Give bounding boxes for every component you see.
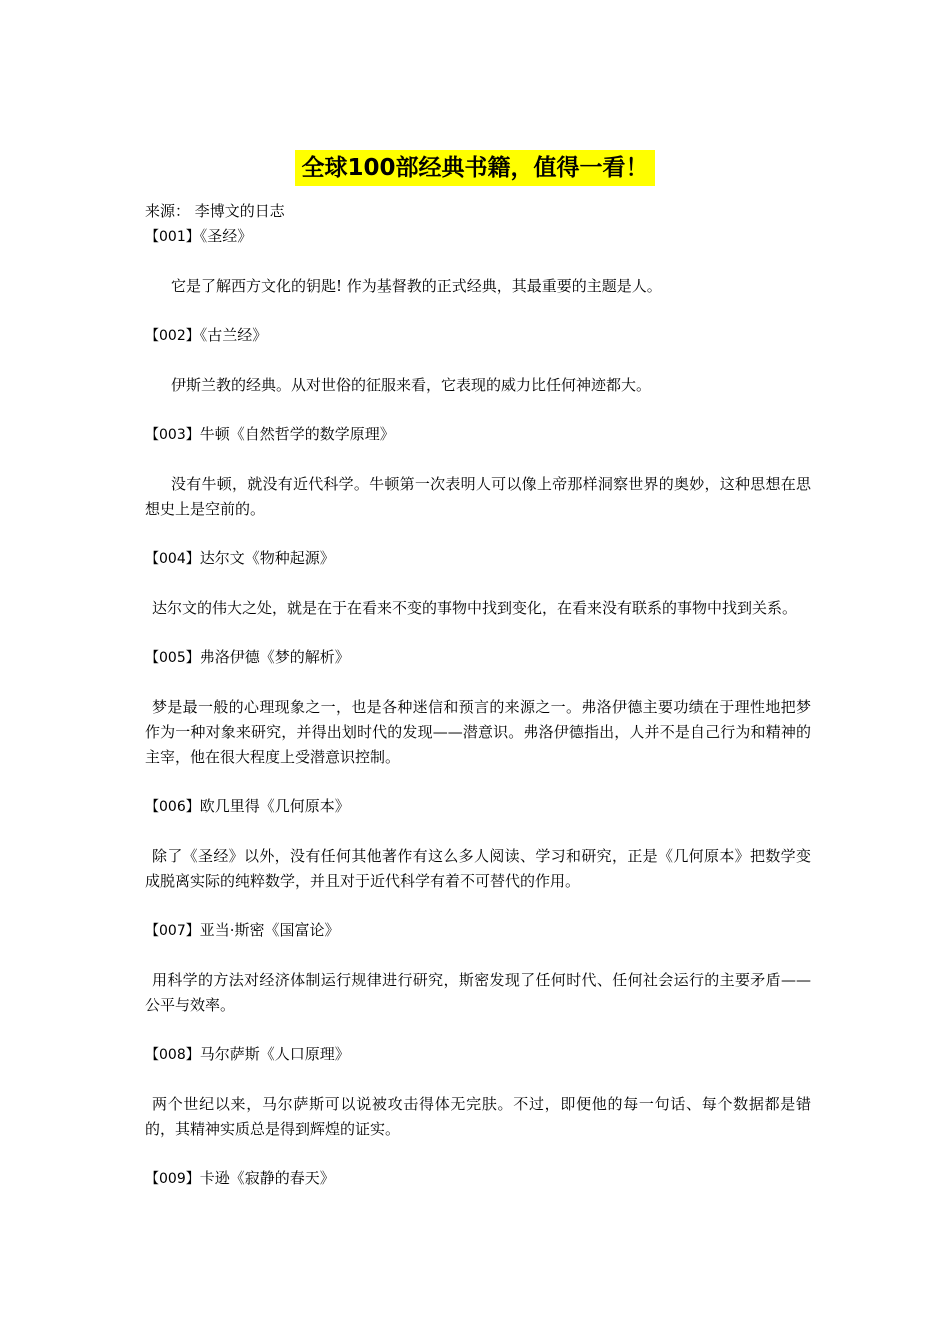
entry-number: 【006】 (145, 799, 200, 815)
entry-heading-001 (145, 224, 811, 250)
entry-body-008: 两个世纪以来，马尔萨斯可以说被攻击得体无完肤。不过，即便他的每一句话、每个数据都是错的，其精神实质总是得到辉煌的证实。 (145, 1095, 811, 1138)
entry-body-001: 它是了解西方文化的钥匙! 作为基督教的正式经典，其最重要的主题是人。 (171, 277, 662, 295)
entry-number: 【002】 (145, 328, 200, 344)
entry-number: 【003】 (145, 427, 200, 443)
entry-number: 【001】 (145, 229, 200, 245)
entry-title: 达尔文《物种起源》 (199, 549, 335, 567)
entry-title: 弗洛伊德《梦的解析》 (199, 648, 350, 666)
entry-heading-003 (145, 422, 811, 448)
entry-heading-002 (145, 323, 811, 349)
entry-title: 牛顿《自然哲学的数学原理》 (199, 425, 395, 443)
entry-body-005: 梦是最一般的心理现象之一，也是各种迷信和预言的来源之一。弗洛伊德主要功绩在于理性地把梦作为一种对象来研究，并得出划时代的发现——潜意识。弗洛伊德指出，人并不是自己行为和精神的主宰，他在很大程度上受潜意识控制。 (145, 698, 811, 766)
title-container (0, 150, 950, 186)
entry-heading-008 (145, 1042, 811, 1068)
entry-title: 《圣经》 (199, 227, 253, 245)
entry-number: 【009】 (145, 1171, 200, 1187)
entry-title: 卡逊《寂静的春天》 (199, 1169, 335, 1187)
entry-heading-007 (145, 918, 811, 944)
entry-body-003: 没有牛顿，就没有近代科学。牛顿第一次表明人可以像上帝那样洞察世界的奥妙，这种思想在思想史上是空前的。 (145, 475, 811, 518)
entry-body-006: 除了《圣经》以外，没有任何其他著作有这么多人阅读、学习和研究，正是《几何原本》把数学变成脱离实际的纯粹数学，并且对于近代科学有着不可替代的作用。 (145, 847, 811, 890)
entry-title: 马尔萨斯《人口原理》 (199, 1045, 350, 1063)
entry-heading-005 (145, 645, 811, 671)
entry-number: 【005】 (145, 650, 200, 666)
document-title: 全球100部经典书籍，值得一看！ (295, 150, 654, 186)
entry-title: 亚当·斯密《国富论》 (199, 921, 340, 939)
entry-body-007: 用科学的方法对经济体制运行规律进行研究，斯密发现了任何时代、任何社会运行的主要矛盾——公平与效率。 (145, 971, 811, 1014)
entry-title: 《古兰经》 (199, 326, 268, 344)
entry-number: 【007】 (145, 923, 200, 939)
entry-title: 欧几里得《几何原本》 (199, 797, 350, 815)
entry-heading-004 (145, 546, 811, 572)
entry-heading-006 (145, 794, 811, 820)
entry-number: 【004】 (145, 551, 200, 567)
source-line: 来源： 李博文的日志 (145, 202, 285, 220)
entry-heading-009 (145, 1166, 811, 1192)
entry-body-004: 达尔文的伟大之处，就是在于在看来不变的事物中找到变化，在看来没有联系的事物中找到关系。 (152, 599, 798, 617)
entry-number: 【008】 (145, 1047, 200, 1063)
entry-body-002: 伊斯兰教的经典。从对世俗的征服来看，它表现的威力比任何神迹都大。 (171, 376, 652, 394)
document-content (145, 199, 811, 1192)
